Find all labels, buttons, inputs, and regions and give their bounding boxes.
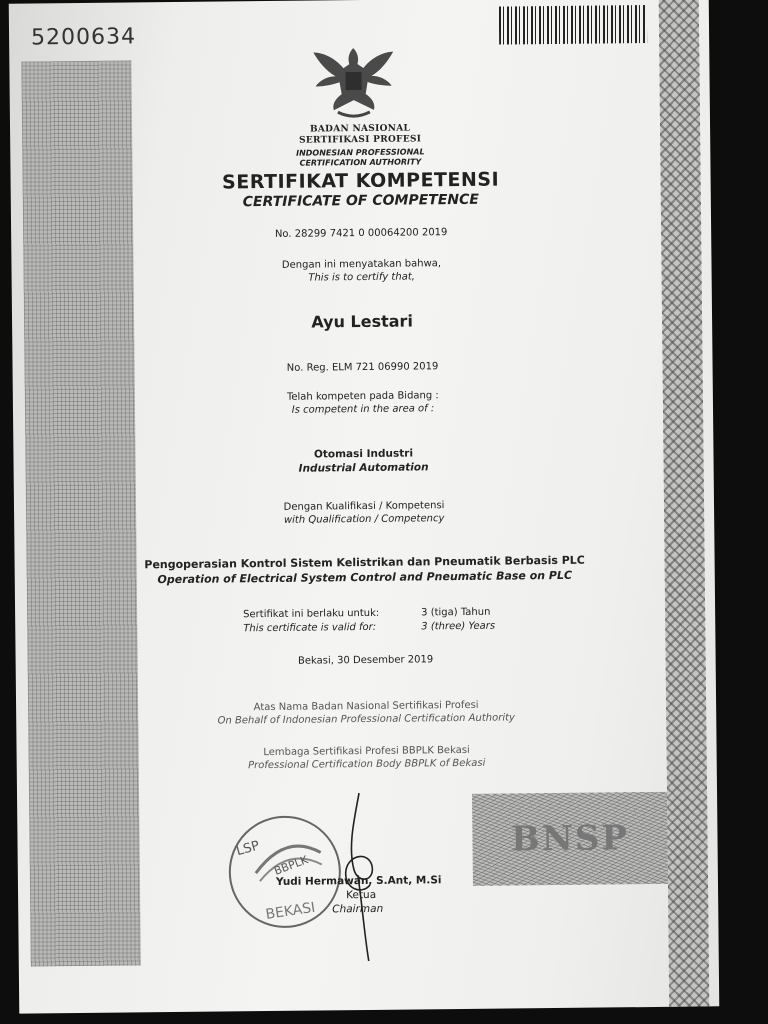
signer-role-en: Chairman xyxy=(332,902,384,916)
certificate-paper xyxy=(9,0,720,1014)
agency-line4: CERTIFICATION AUTHORITY xyxy=(299,157,422,168)
competent-en: Is competent in the area of : xyxy=(291,403,435,416)
stamp-middle: BBPLK xyxy=(272,853,310,878)
qualification-en: Operation of Electrical System Control and Pneumatic Base on PLC xyxy=(157,568,573,587)
signer-role-id: Ketua xyxy=(346,888,377,902)
agency-line1: BADAN NASIONAL xyxy=(309,123,411,135)
signer-block xyxy=(276,873,442,917)
behalf-id: Atas Nama Badan Nasional Sertifikasi Profesi xyxy=(253,699,479,714)
competency-field xyxy=(13,443,713,478)
certify-en: This is to certify that, xyxy=(308,271,415,284)
lsp-id: Lembaga Sertifikasi Profesi BBPLK Bekasi xyxy=(263,744,470,759)
behalf-en: On Behalf of Indonesian Professional Certification Authority xyxy=(217,712,515,727)
registration-number: No. Reg. ELM 721 06990 2019 xyxy=(286,361,439,374)
serial-number: 5200634 xyxy=(30,24,137,51)
agency-line3: INDONESIAN PROFESSIONAL xyxy=(296,147,425,158)
validity-label-en: This certificate is valid for: xyxy=(243,621,377,635)
field-en: Industrial Automation xyxy=(298,461,429,475)
lsp-en: Professional Certification Body BBPLK of Bekasi xyxy=(248,757,486,772)
signer-name: Yudi Hermawan, S.Ant, M.Si xyxy=(275,874,442,888)
certificate-title-en: CERTIFICATE OF COMPETENCE xyxy=(242,191,480,211)
qualification-label-id: Dengan Kualifikasi / Kompetensi xyxy=(283,500,445,513)
qualification-id: Pengoperasian Kontrol Sistem Kelistrikan dan Pneumatik Berbasis PLC xyxy=(144,553,585,572)
validity-value-id: 3 (tiga) Tahun xyxy=(421,606,491,619)
certificate-title: SERTIFIKAT KOMPETENSI xyxy=(221,168,500,194)
place-date: Bekasi, 30 Desember 2019 xyxy=(297,654,434,667)
bnsp-hologram: BNSP xyxy=(472,792,668,886)
barcode xyxy=(499,5,647,45)
holder-name: Ayu Lestari xyxy=(311,311,413,332)
competent-id: Telah kompeten pada Bidang : xyxy=(286,390,439,403)
qualification-title xyxy=(15,551,715,588)
agency-line2: SERTIFIKASI PROFESI xyxy=(299,134,422,146)
qualification-label-en: with Qualification / Competency xyxy=(283,513,445,526)
validity-row-en xyxy=(243,620,495,637)
validity-value-en: 3 (three) Years xyxy=(421,620,496,633)
certify-id: Dengan ini menyatakan bahwa, xyxy=(281,258,442,271)
certificate-number: No. 28299 7421 0 00064200 2019 xyxy=(274,227,448,240)
validity-label-id: Sertifikat ini berlaku untuk: xyxy=(243,607,380,621)
field-id: Otomasi Industri xyxy=(313,447,414,461)
validity-block xyxy=(243,606,495,637)
stamp-bottom: BEKASI xyxy=(264,899,317,924)
garuda-emblem-icon xyxy=(309,38,398,123)
stamp-top: LSP xyxy=(234,838,262,860)
